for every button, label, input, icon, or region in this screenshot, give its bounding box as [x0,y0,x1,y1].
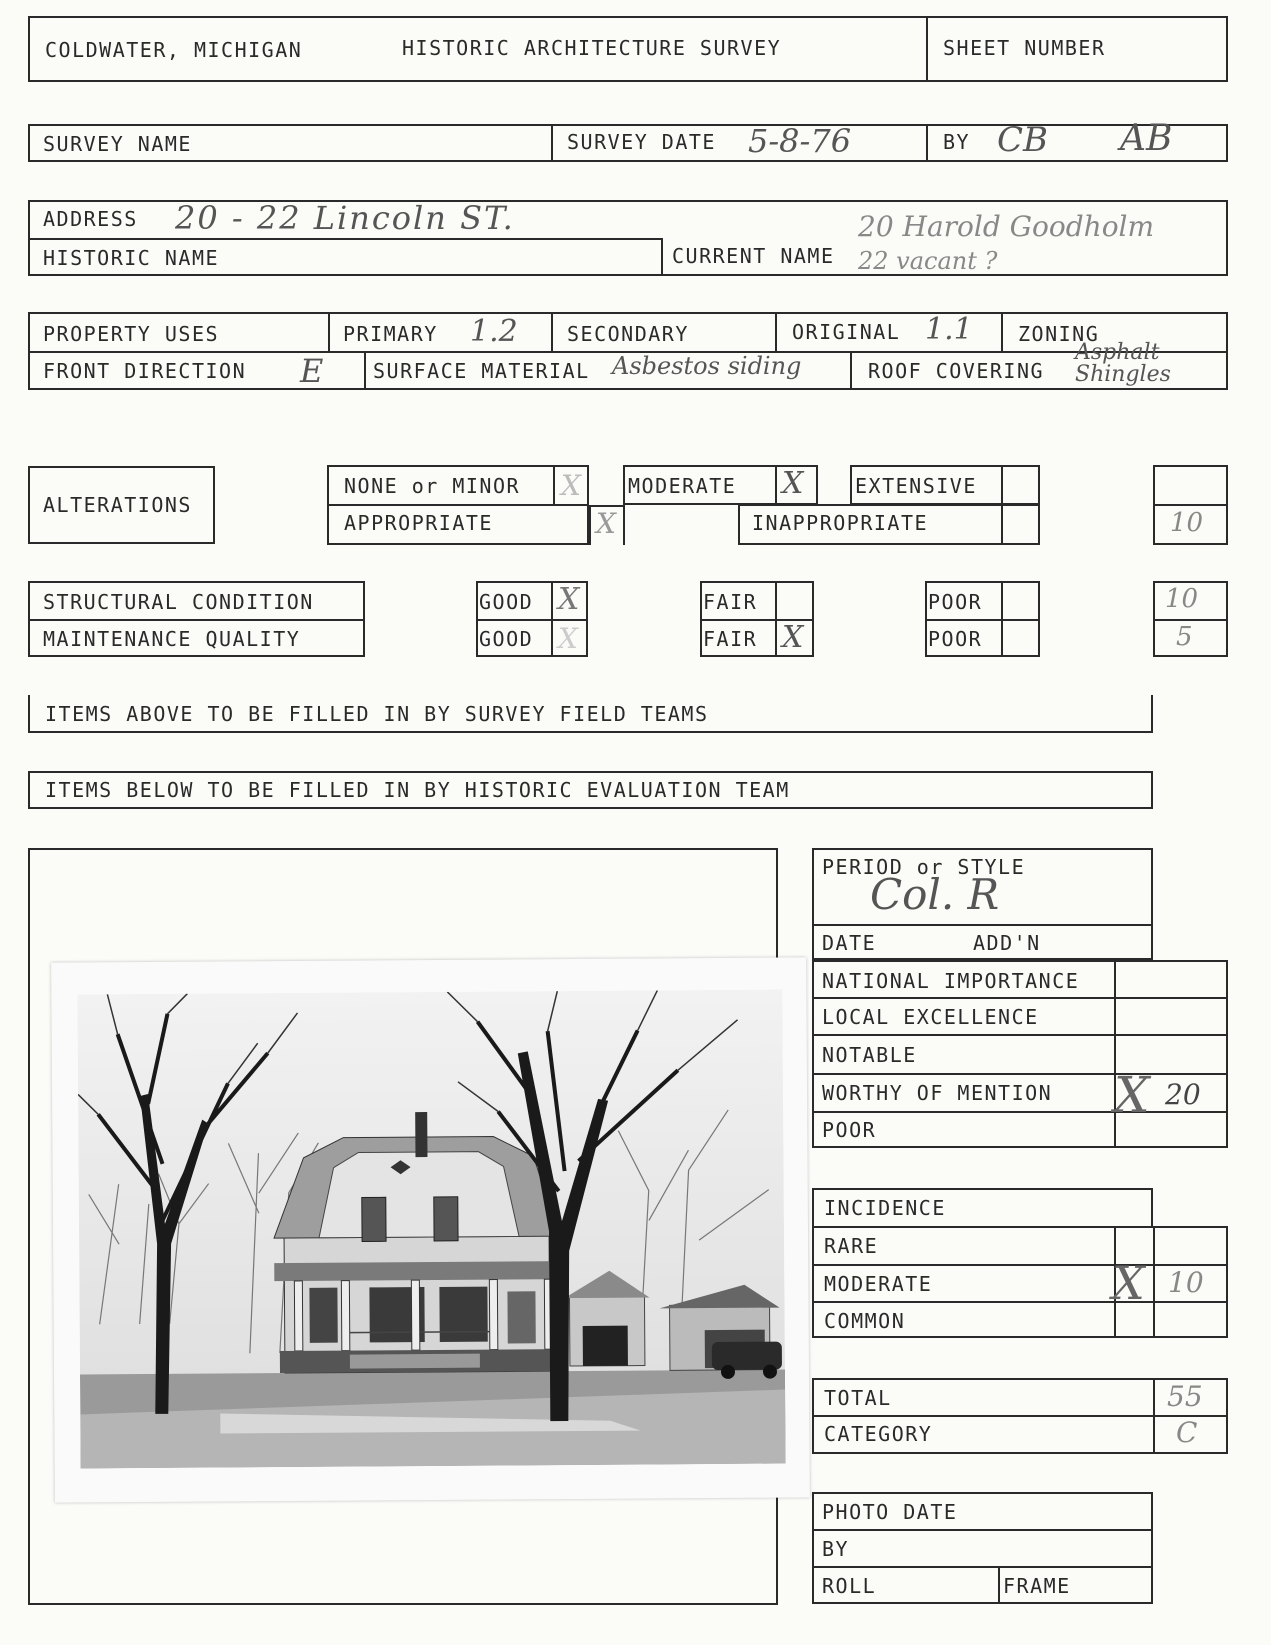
incidence-moderate-score: 10 [1168,1266,1204,1299]
none-minor-label: NONE or MINOR [344,474,521,498]
total-value: 55 [1167,1380,1203,1413]
none-minor-mark: X [561,469,581,502]
survey-title: HISTORIC ARCHITECTURE SURVEY [402,36,782,60]
survey-name-label: SURVEY NAME [43,132,192,156]
by-label: BY [943,130,971,154]
primary-value: 1.2 [470,314,518,349]
good-label-1: GOOD [479,590,534,614]
front-direction-label: FRONT DIRECTION [43,359,247,383]
items-above-note: ITEMS ABOVE TO BE FILLED IN BY SURVEY FIELD TEAMS [45,702,709,726]
rare-label: RARE [824,1234,879,1258]
poor-label-1: POOR [928,590,983,614]
roof-covering-label: ROOF COVERING [868,359,1045,383]
worthy-score: 20 [1165,1078,1201,1111]
surface-material-label: SURFACE MATERIAL [373,359,590,383]
address-value: 20 - 22 Lincoln ST. [175,199,515,237]
structural-score: 10 [1165,584,1199,614]
incidence-label: INCIDENCE [824,1196,946,1220]
common-label: COMMON [824,1309,906,1333]
roof-covering-value-1: Asphalt [1075,340,1160,365]
incidence-moderate-mark: X [1112,1256,1145,1310]
original-value: 1.1 [925,312,973,347]
worthy-mark: X [1114,1066,1150,1124]
property-uses-label: PROPERTY USES [43,322,220,346]
zoning-label: ZONING [1018,322,1100,346]
address-label: ADDRESS [43,207,138,231]
surface-material-value: Asbestos siding [612,352,802,380]
primary-label: PRIMARY [343,322,438,346]
good-label-2: GOOD [479,627,534,651]
date-label: DATE [822,931,877,955]
moderate-label: MODERATE [628,474,737,498]
extensive-label: EXTENSIVE [855,474,977,498]
fair-label-1: FAIR [703,590,758,614]
total-label: TOTAL [824,1386,892,1410]
eval-poor-label: POOR [822,1118,877,1142]
structural-good-mark: X [558,582,580,617]
by-value-2: AB [1120,118,1173,159]
period-style-label: PERIOD or STYLE [822,855,1026,879]
by-value-1: CB [997,120,1048,160]
period-style-value: Col. R [870,870,1000,919]
category-value: C [1176,1416,1198,1449]
alterations-label: ALTERATIONS [43,493,192,517]
structural-condition-label: STRUCTURAL CONDITION [43,590,314,614]
inappropriate-label: INAPPROPRIATE [752,511,929,535]
current-name-label: CURRENT NAME [672,244,835,268]
house-photo-image [77,990,785,1469]
items-below-note: ITEMS BELOW TO BE FILLED IN BY HISTORIC EVALUATION TEAM [45,778,790,802]
incidence-moderate-label: MODERATE [824,1272,933,1296]
local-excellence-label: LOCAL EXCELLENCE [822,1005,1039,1029]
category-label: CATEGORY [824,1422,933,1446]
survey-date-label: SURVEY DATE [567,130,716,154]
worthy-of-mention-label: WORTHY OF MENTION [822,1081,1053,1105]
maintenance-good-mark: X [558,622,578,655]
poor-label-2: POOR [928,627,983,651]
photo-by-label: BY [822,1537,850,1561]
appropriate-label: APPROPRIATE [344,511,493,535]
national-importance-label: NATIONAL IMPORTANCE [822,969,1080,993]
roof-covering-value-2: Shingles [1075,362,1171,387]
secondary-label: SECONDARY [567,322,689,346]
front-direction-value: E [300,352,324,390]
photo-date-label: PHOTO DATE [822,1500,958,1524]
notable-label: NOTABLE [822,1043,917,1067]
addn-label: ADD'N [973,931,1041,955]
moderate-mark: X [782,466,804,501]
maintenance-quality-label: MAINTENANCE QUALITY [43,627,301,651]
original-label: ORIGINAL [792,320,901,344]
alterations-score: 10 [1170,508,1204,538]
house-photograph [51,957,810,1502]
maintenance-score: 5 [1176,622,1193,652]
roll-label: ROLL [822,1574,877,1598]
survey-date-value: 5-8-76 [748,122,852,160]
frame-label: FRAME [1003,1574,1071,1598]
fair-label-2: FAIR [703,627,758,651]
maintenance-fair-mark: X [782,620,804,655]
historic-name-label: HISTORIC NAME [43,246,220,270]
appropriate-mark: X [596,507,616,540]
city-label: COLDWATER, MICHIGAN [45,38,303,62]
current-name-line1: 20 Harold Goodholm [858,210,1155,243]
sheet-number-label: SHEET NUMBER [943,36,1106,60]
current-name-line2: 22 vacant ? [858,247,998,275]
